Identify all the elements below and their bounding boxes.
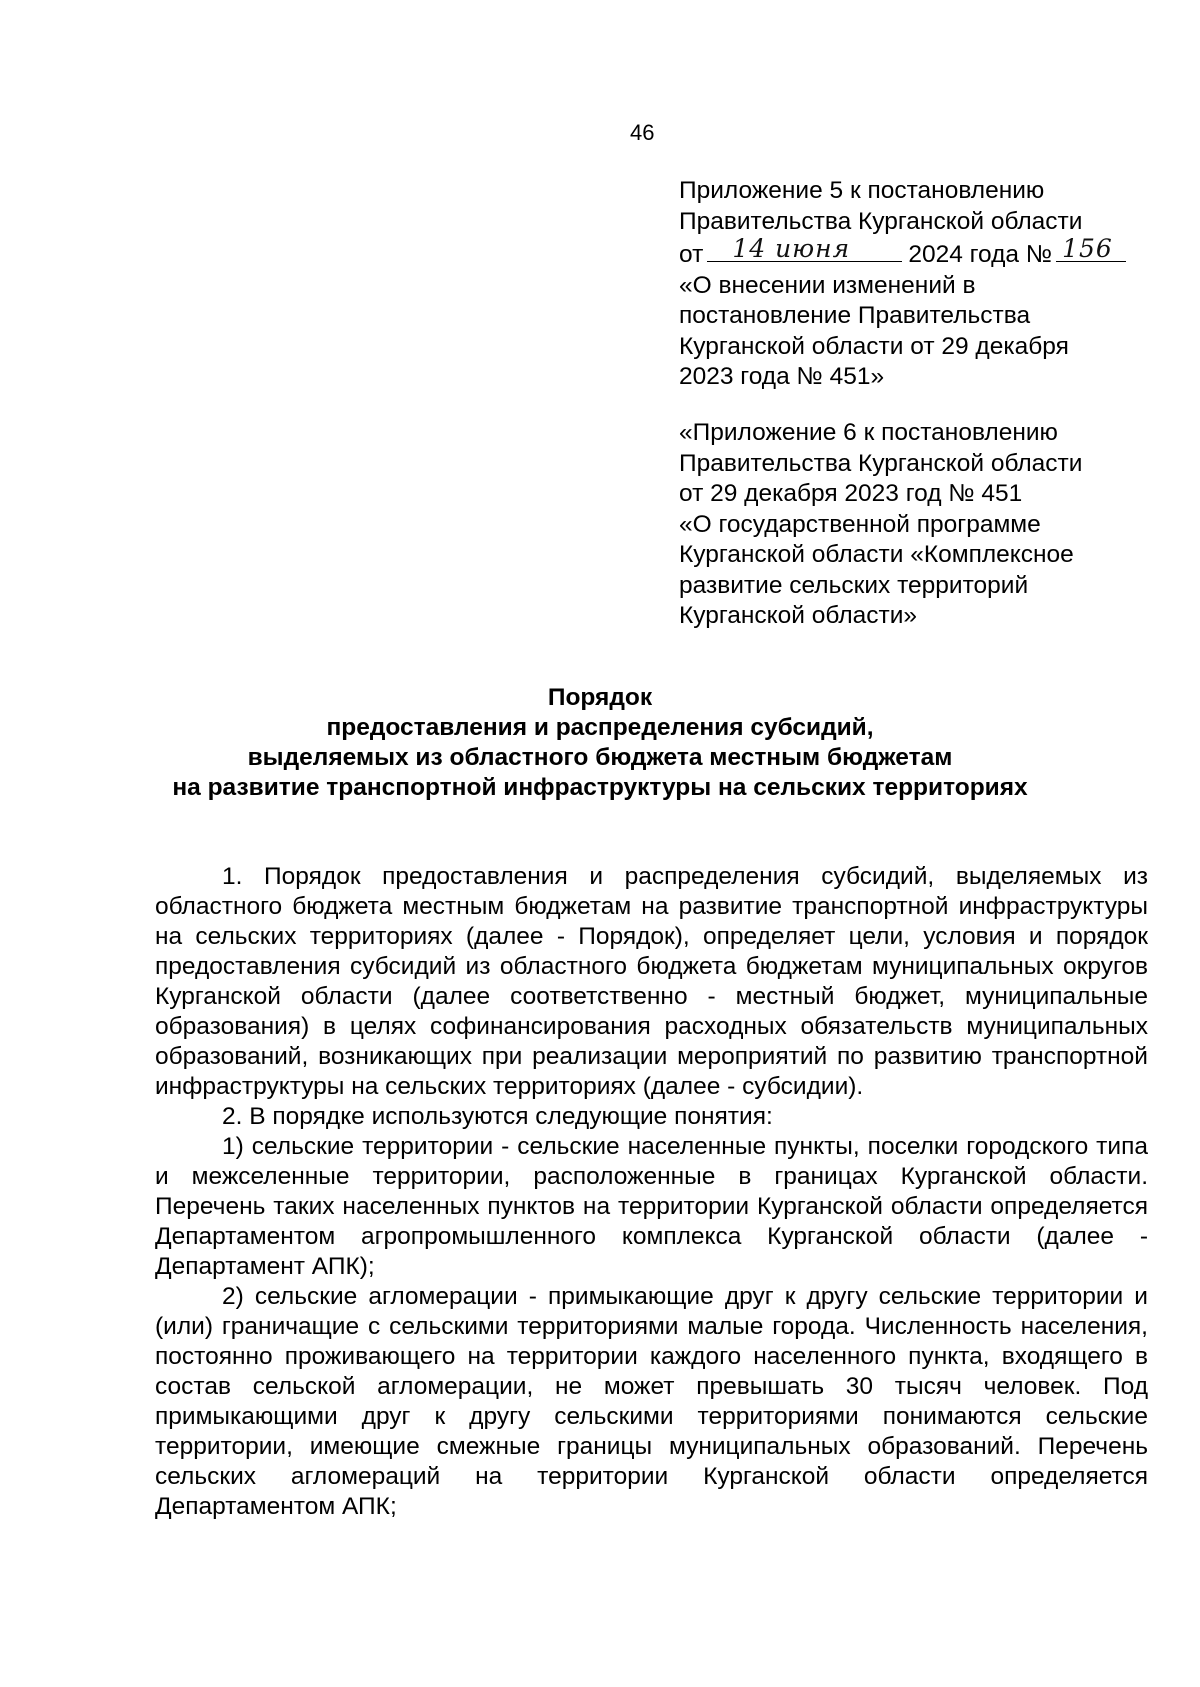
date-prefix: от bbox=[679, 241, 704, 268]
body-paragraph: 2) сельские агломерации - примыкающие друг к другу сельские территории и (или) граничащие с сельскими территориями малые города. Численность населения, постоянно проживающего на территории каждого населенного пункта, входящего в состав сельской агломерации, не может превышать 30 тысяч человек. Под примыкающими друг к другу сельскими территориями понимаются сельские территории, имеющие смежные границы муниципальных образований. Перечень сельских агломераций на территории Курганской области определяется Департаментом АПК; bbox=[155, 1283, 1148, 1520]
appendix-5-line: «О внесении изменений в bbox=[679, 271, 976, 299]
handwritten-number-field bbox=[1056, 233, 1126, 263]
handwritten-date-field bbox=[707, 233, 902, 263]
document-body bbox=[155, 862, 1148, 1522]
appendix-5-reference bbox=[679, 176, 1149, 393]
appendix-5-line: Правительства Курганской области bbox=[679, 207, 1083, 235]
body-paragraph: 1. Порядок предоставления и распределения субсидий, выделяемых из областного бюджета местным бюджетам на развитие транспортной инфраструктуры на сельских территориях (далее - Порядок), определяет цели, условия и порядок предоставления субсидий из областного бюджета бюджетам муниципальных округов Курганской области (далее соответственно - местный бюджет, муниципальные образования) в целях софинансирования расходных обязательств муниципальных образований, возникающих при реализации мероприятий по развитию транспортной инфраструктуры на сельских территориях (далее - субсидии). bbox=[155, 863, 1148, 1100]
appendix-6-line: развитие сельских территорий bbox=[679, 571, 1029, 599]
title-line: предоставления и распределения субсидий, bbox=[326, 714, 874, 741]
appendix-5-line: постановление Правительства bbox=[679, 302, 1031, 329]
title-line: выделяемых из областного бюджета местным бюджетам bbox=[247, 744, 953, 771]
appendix-6-line: «Приложение 6 к постановлению bbox=[679, 419, 1058, 446]
appendix-6-line: Курганской области» bbox=[679, 602, 918, 629]
appendix-6-line: от 29 декабря 2023 год № 451 bbox=[679, 480, 1023, 507]
appendix-5-line: 2023 года № 451» bbox=[679, 363, 885, 390]
appendix-5-line: Курганской области от 29 декабря bbox=[679, 332, 1069, 360]
year-text: 2024 года № bbox=[908, 241, 1053, 268]
title-line: на развитие транспортной инфраструктуры на сельских территориях bbox=[172, 774, 1028, 801]
handwritten-date: 14 июня bbox=[732, 233, 851, 263]
appendix-6-line: Правительства Курганской области bbox=[679, 449, 1083, 477]
title-line: Порядок bbox=[547, 684, 653, 711]
appendix-6-line: Курганской области «Комплексное bbox=[679, 541, 1074, 568]
appendix-6-line: «О государственной программе bbox=[679, 510, 1041, 538]
appendix-5-date-line bbox=[679, 233, 1149, 271]
handwritten-number: 156 bbox=[1062, 233, 1113, 263]
appendix-5-line: Приложение 5 к постановлению bbox=[679, 177, 1045, 204]
appendix-6-reference bbox=[679, 418, 1149, 632]
document-title bbox=[0, 683, 1200, 803]
body-paragraph: 2. В порядке используются следующие понятия: bbox=[222, 1103, 773, 1130]
page-number: 46 bbox=[630, 120, 655, 145]
body-paragraph: 1) сельские территории - сельские населенные пункты, поселки городского типа и межселенные территории, расположенные в границах Курганской области. Перечень таких населенных пунктов на территории Курганской области определяется Департаментом агропромышленного комплекса Курганской области (далее - Департамент АПК); bbox=[155, 1133, 1148, 1280]
